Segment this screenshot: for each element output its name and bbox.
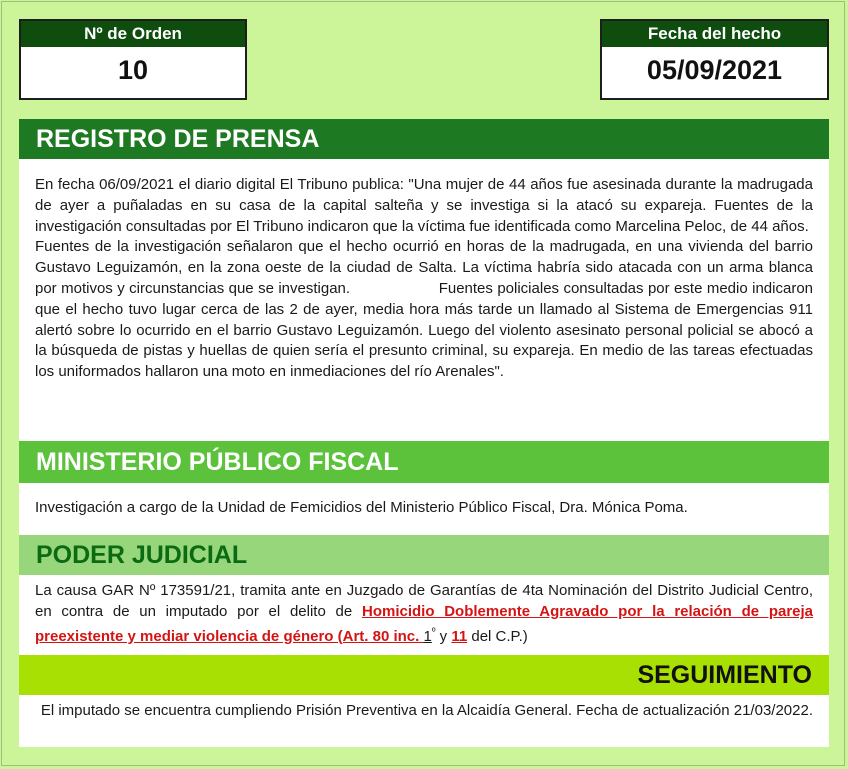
ministerio-text: Investigación a cargo de la Unidad de Femicidios del Ministerio Público Fiscal, Dra. Mónica Poma. <box>35 499 688 516</box>
seguimiento-text: El imputado se encuentra cumpliendo Prisión Preventiva en la Alcaidía General. Fecha de actualización 21/03/2022. <box>40 702 813 719</box>
fecha-box <box>600 19 829 100</box>
poder-text: La causa GAR Nº 173591/21, tramita ante en Juzgado de Garantías de 4ta Nominación del Distrito Judicial Centro, en contra de un imputado por el delito de Homicidio Doblemente Agravado por la relación de pareja preexistente y mediar violencia de género (Art. 80 inc. $1^º$ y 11 del C.P.) <box>35 582 814 645</box>
poder-title: PODER JUDICIAL <box>19 535 829 575</box>
seguimiento-title: SEGUIMIENTO <box>19 655 829 695</box>
ministerio-title: MINISTERIO PÚBLICO FISCAL <box>19 441 829 483</box>
registro-paragraph-1: En fecha 06/09/2021 el diario digital El Tribuno publica: "Una mujer de 44 años fue asesinada durante la madrugada de ayer a puñaladas en su casa de la capital salteña y se investiga si la atacó su expareja. Fuentes de la investigación consultadas por El Tribuno indicaron que la víctima fue identificada como Marcelina Peloc, de 44 años. <box>35 176 813 235</box>
orden-label: Nº de Orden <box>21 21 245 47</box>
ministerio-body <box>19 483 829 535</box>
delito-text: Homicidio Doblemente Agravado por la relación de pareja preexistente y mediar violencia de género (Art. 80 inc. <box>35 602 814 645</box>
registro-title: REGISTRO DE PRENSA <box>19 119 829 159</box>
orden-box <box>19 19 247 100</box>
fecha-label: Fecha del hecho <box>602 21 827 47</box>
poder-body <box>19 575 829 655</box>
fecha-value: 05/09/2021 <box>646 55 783 85</box>
orden-value: 10 <box>117 55 149 85</box>
registro-body <box>19 159 829 441</box>
registro-paragraph-2: Fuentes de la investigación señalaron que el hecho ocurrió en horas de la madrugada, en una vivienda del barrio Gustavo Leguizamón, en la zona oeste de la ciudad de Salta. La víctima habría sido atacada con un arma blanca por motivos y circunstancias que se investigan. Fuentes policiales consultadas por este medio indicaron que el hecho tuvo lugar cerca de las 2 de ayer, media hora más tarde un llamado al Sistema de Emergencias 911 alertó sobre lo ocurrido en el barrio Gustavo Leguizamón. Luego del violento asesinato personal policial se abocó a la búsqueda de pistas y huellas de quien sería el presunto criminal, su expareja. En medio de las tareas efectuadas los uniformados hallaron una moto en inmediaciones del río Arenales". <box>35 238 813 381</box>
seguimiento-body <box>19 695 829 747</box>
